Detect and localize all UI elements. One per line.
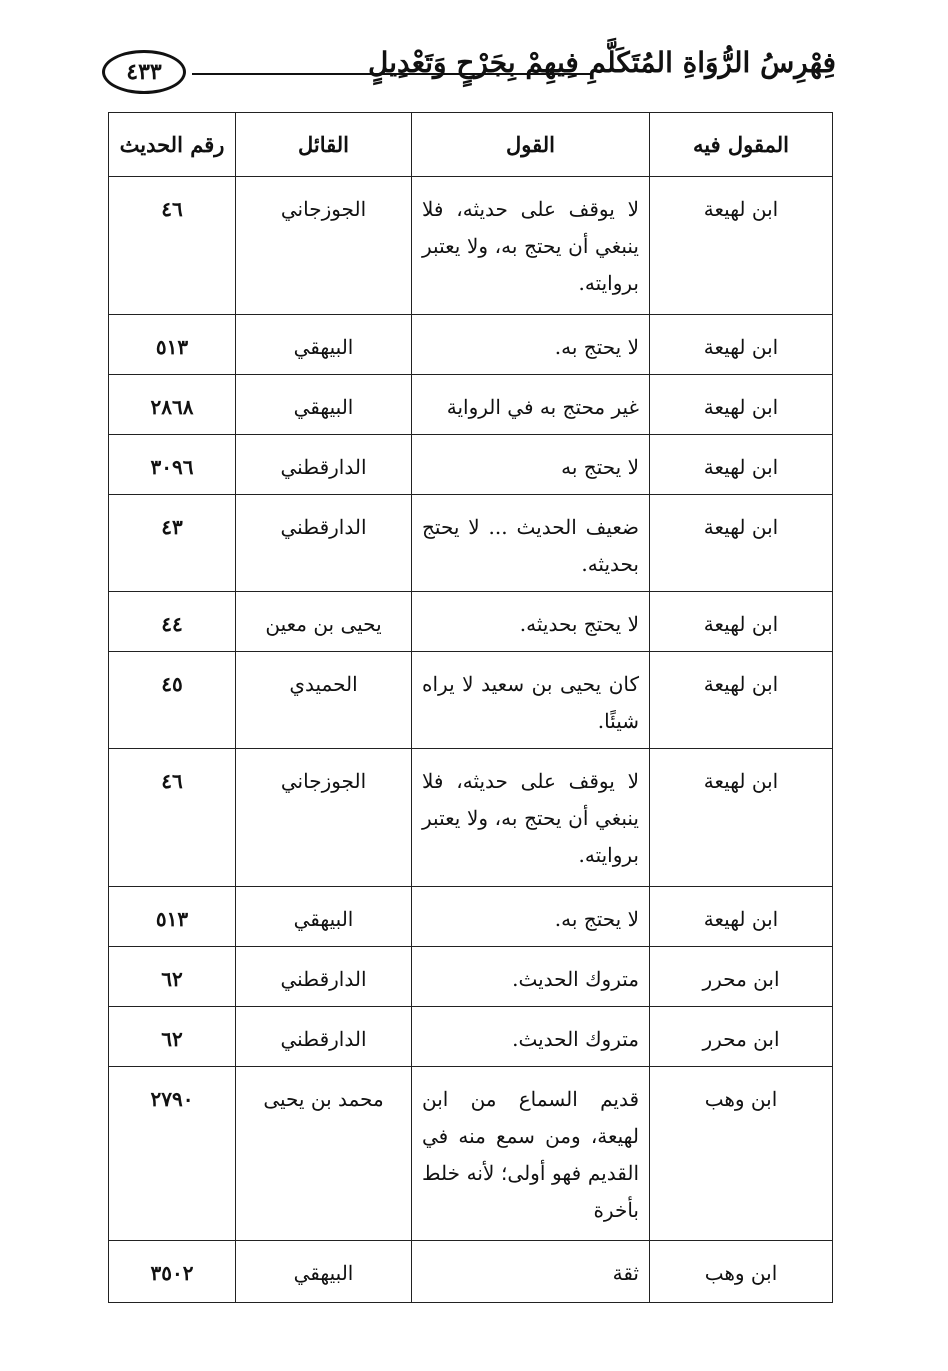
table-row <box>109 435 833 495</box>
table-row <box>109 1007 833 1067</box>
column-header-subject: المقول فيه <box>650 113 833 177</box>
cell-speaker: البيهقي <box>236 887 412 947</box>
page-header <box>100 46 840 110</box>
cell-subject: ابن وهب <box>650 1067 833 1241</box>
cell-subject: ابن وهب <box>650 1241 833 1303</box>
cell-number: ٢٨٦٨ <box>109 375 236 435</box>
page-title: فِهْرِسُ الرُّوَاةِ المُتَكَلَّمِ فِيهِمْ بِجَرْحٍ وَتَعْدِيلٍ <box>368 46 836 79</box>
cell-speaker: البيهقي <box>236 1241 412 1303</box>
narrators-index-table <box>108 112 833 1303</box>
cell-subject: ابن لهيعة <box>650 887 833 947</box>
table-row <box>109 1241 833 1303</box>
table-row <box>109 652 833 749</box>
cell-number: ٥١٣ <box>109 315 236 375</box>
cell-saying: لا يحتج به <box>412 435 650 495</box>
page-number: ٤٣٣ <box>126 59 162 85</box>
cell-speaker: البيهقي <box>236 375 412 435</box>
cell-subject: ابن لهيعة <box>650 592 833 652</box>
cell-subject: ابن لهيعة <box>650 435 833 495</box>
cell-saying: متروك الحديث. <box>412 1007 650 1067</box>
cell-subject: ابن لهيعة <box>650 177 833 315</box>
column-header-saying: القول <box>412 113 650 177</box>
cell-saying: غير محتج به في الرواية <box>412 375 650 435</box>
table-row <box>109 947 833 1007</box>
cell-number: ٢٧٩٠ <box>109 1067 236 1241</box>
cell-saying: متروك الحديث. <box>412 947 650 1007</box>
cell-saying: ضعيف الحديث ... لا يحتج بحديثه. <box>412 495 650 592</box>
cell-speaker: الجوزجاني <box>236 749 412 887</box>
table-row <box>109 887 833 947</box>
cell-number: ٤٦ <box>109 749 236 887</box>
table-row <box>109 592 833 652</box>
cell-subject: ابن محرر <box>650 947 833 1007</box>
cell-subject: ابن لهيعة <box>650 749 833 887</box>
cell-saying: ثقة <box>412 1241 650 1303</box>
cell-speaker: الحميدي <box>236 652 412 749</box>
table-row <box>109 495 833 592</box>
cell-number: ٤٤ <box>109 592 236 652</box>
cell-speaker: الجوزجاني <box>236 177 412 315</box>
cell-number: ٣٠٩٦ <box>109 435 236 495</box>
cell-speaker: الدارقطني <box>236 495 412 592</box>
cell-number: ٥١٣ <box>109 887 236 947</box>
cell-number: ٣٥٠٢ <box>109 1241 236 1303</box>
table-row <box>109 375 833 435</box>
cell-speaker: الدارقطني <box>236 1007 412 1067</box>
page-number-badge <box>102 50 186 94</box>
table-row <box>109 1067 833 1241</box>
cell-number: ٤٥ <box>109 652 236 749</box>
cell-subject: ابن محرر <box>650 1007 833 1067</box>
cell-speaker: البيهقي <box>236 315 412 375</box>
cell-saying: لا يوقف على حديثه، فلا ينبغي أن يحتج به، ولا يعتبر بروايته. <box>412 749 650 887</box>
column-header-speaker: القائل <box>236 113 412 177</box>
cell-speaker: يحيى بن معين <box>236 592 412 652</box>
column-header-number: رقم الحديث <box>109 113 236 177</box>
cell-number: ٤٦ <box>109 177 236 315</box>
cell-number: ٤٣ <box>109 495 236 592</box>
cell-saying: لا يحتج به. <box>412 887 650 947</box>
cell-saying: لا يحتج بحديثه. <box>412 592 650 652</box>
table-header-row <box>109 113 833 177</box>
cell-speaker: الدارقطني <box>236 435 412 495</box>
cell-saying: لا يحتج به. <box>412 315 650 375</box>
table-row <box>109 749 833 887</box>
cell-saying: قديم السماع من ابن لهيعة، ومن سمع منه في القديم فهو أولى؛ لأنه خلط بأخرة <box>412 1067 650 1241</box>
cell-number: ٦٢ <box>109 1007 236 1067</box>
cell-speaker: محمد بن يحيى <box>236 1067 412 1241</box>
cell-subject: ابن لهيعة <box>650 375 833 435</box>
cell-subject: ابن لهيعة <box>650 495 833 592</box>
table-row <box>109 177 833 315</box>
cell-subject: ابن لهيعة <box>650 315 833 375</box>
cell-number: ٦٢ <box>109 947 236 1007</box>
cell-subject: ابن لهيعة <box>650 652 833 749</box>
table-row <box>109 315 833 375</box>
cell-saying: كان يحيى بن سعيد لا يراه شيئًا. <box>412 652 650 749</box>
cell-speaker: الدارقطني <box>236 947 412 1007</box>
cell-saying: لا يوقف على حديثه، فلا ينبغي أن يحتج به، ولا يعتبر بروايته. <box>412 177 650 315</box>
